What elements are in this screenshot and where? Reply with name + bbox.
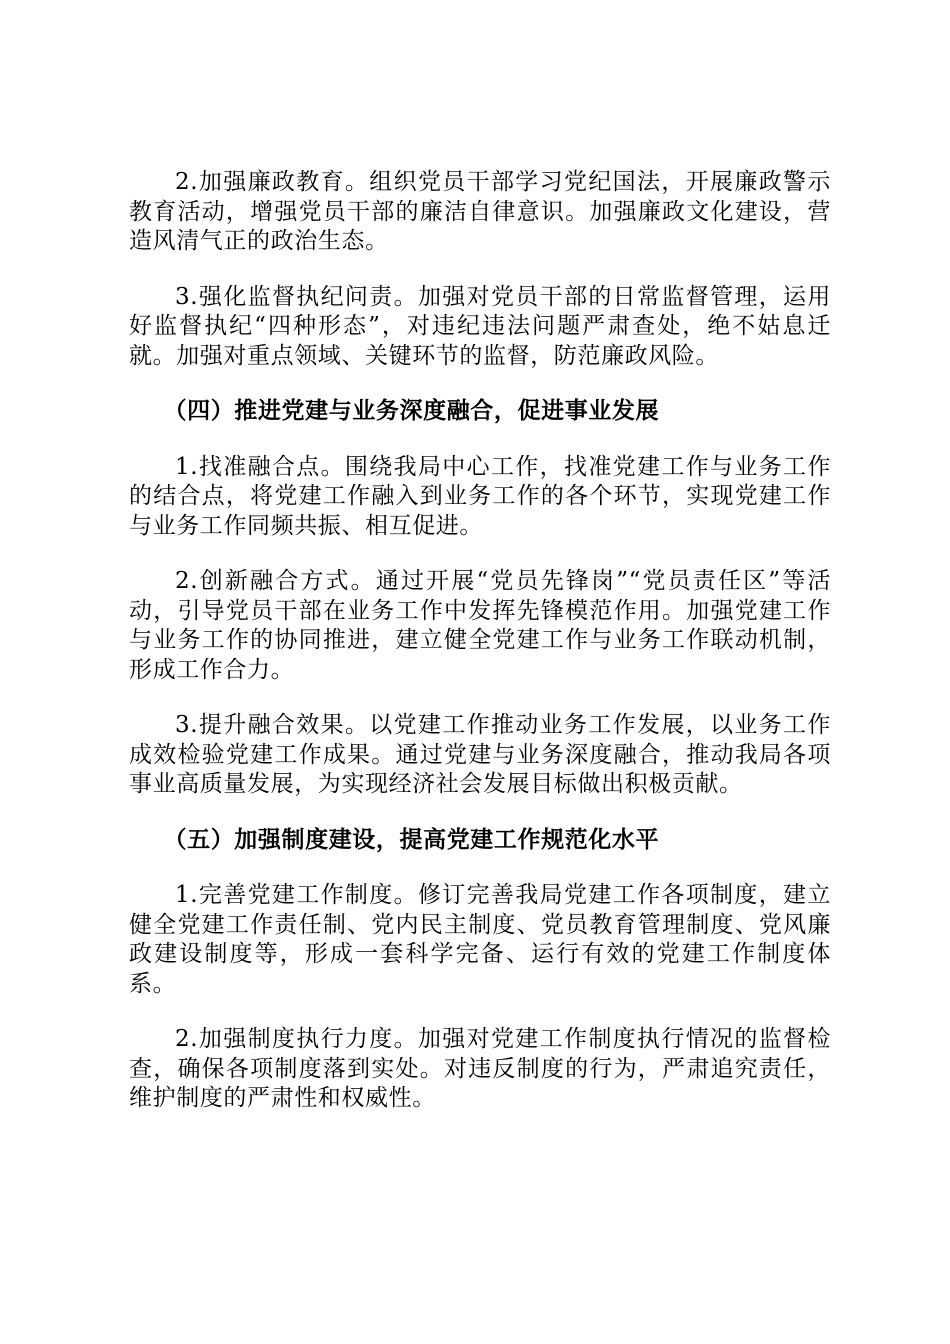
paragraph-supervision-accountability: 3.强化监督执纪问责。加强对党员干部的日常监督管理，运用好监督执纪“四种形态”，对违纪违法问题严肃查处，绝不姑息迁就。加强对重点领域、关键环节的监督，防范廉政风险。: [129, 283, 831, 369]
paragraph-integration-effect: 3.提升融合效果。以党建工作推动业务工作发展，以业务工作成效检验党建工作成果。通过党建与业务深度融合，推动我局各项事业高质量发展，为实现经济社会发展目标做出积极贡献。: [129, 712, 831, 797]
section-heading-4: （四）推进党建与业务深度融合，促进事业发展: [163, 398, 660, 424]
paragraph-integrity-education: 2.加强廉政教育。组织党员干部学习党纪国法，开展廉政警示教育活动，增强党员干部的廉洁自律意识。加强廉政文化建设，营造风清气正的政治生态。: [129, 169, 831, 254]
document-body: [129, 168, 831, 1140]
paragraph-improve-systems: 1.完善党建工作制度。修订完善我局党建工作各项制度，建立健全党建工作责任制、党内民主制度、党员教育管理制度、党风廉政建设制度等，形成一套科学完备、运行有效的党建工作制度体系。: [129, 882, 831, 997]
section-heading-5: （五）加强制度建设，提高党建工作规范化水平: [163, 826, 660, 853]
paragraph-integration-methods: 2.创新融合方式。通过开展“党员先锋岗”“党员责任区”等活动，引导党员干部在业务工作中发挥先锋模范作用。加强党建工作与业务工作的协同推进，建立健全党建工作与业务工作联动机制，形成工作合力。: [129, 568, 831, 683]
paragraph-system-enforcement: 2.加强制度执行力度。加强对党建工作制度执行情况的监督检查，确保各项制度落到实处。对违反制度的行为，严肃追究责任，维护制度的严肃性和权威性。: [129, 1026, 831, 1111]
paragraph-integration-point: 1.找准融合点。围绕我局中心工作，找准党建工作与业务工作的结合点，将党建工作融入到业务工作的各个环节，实现党建工作与业务工作同频共振、相互促进。: [129, 453, 831, 539]
